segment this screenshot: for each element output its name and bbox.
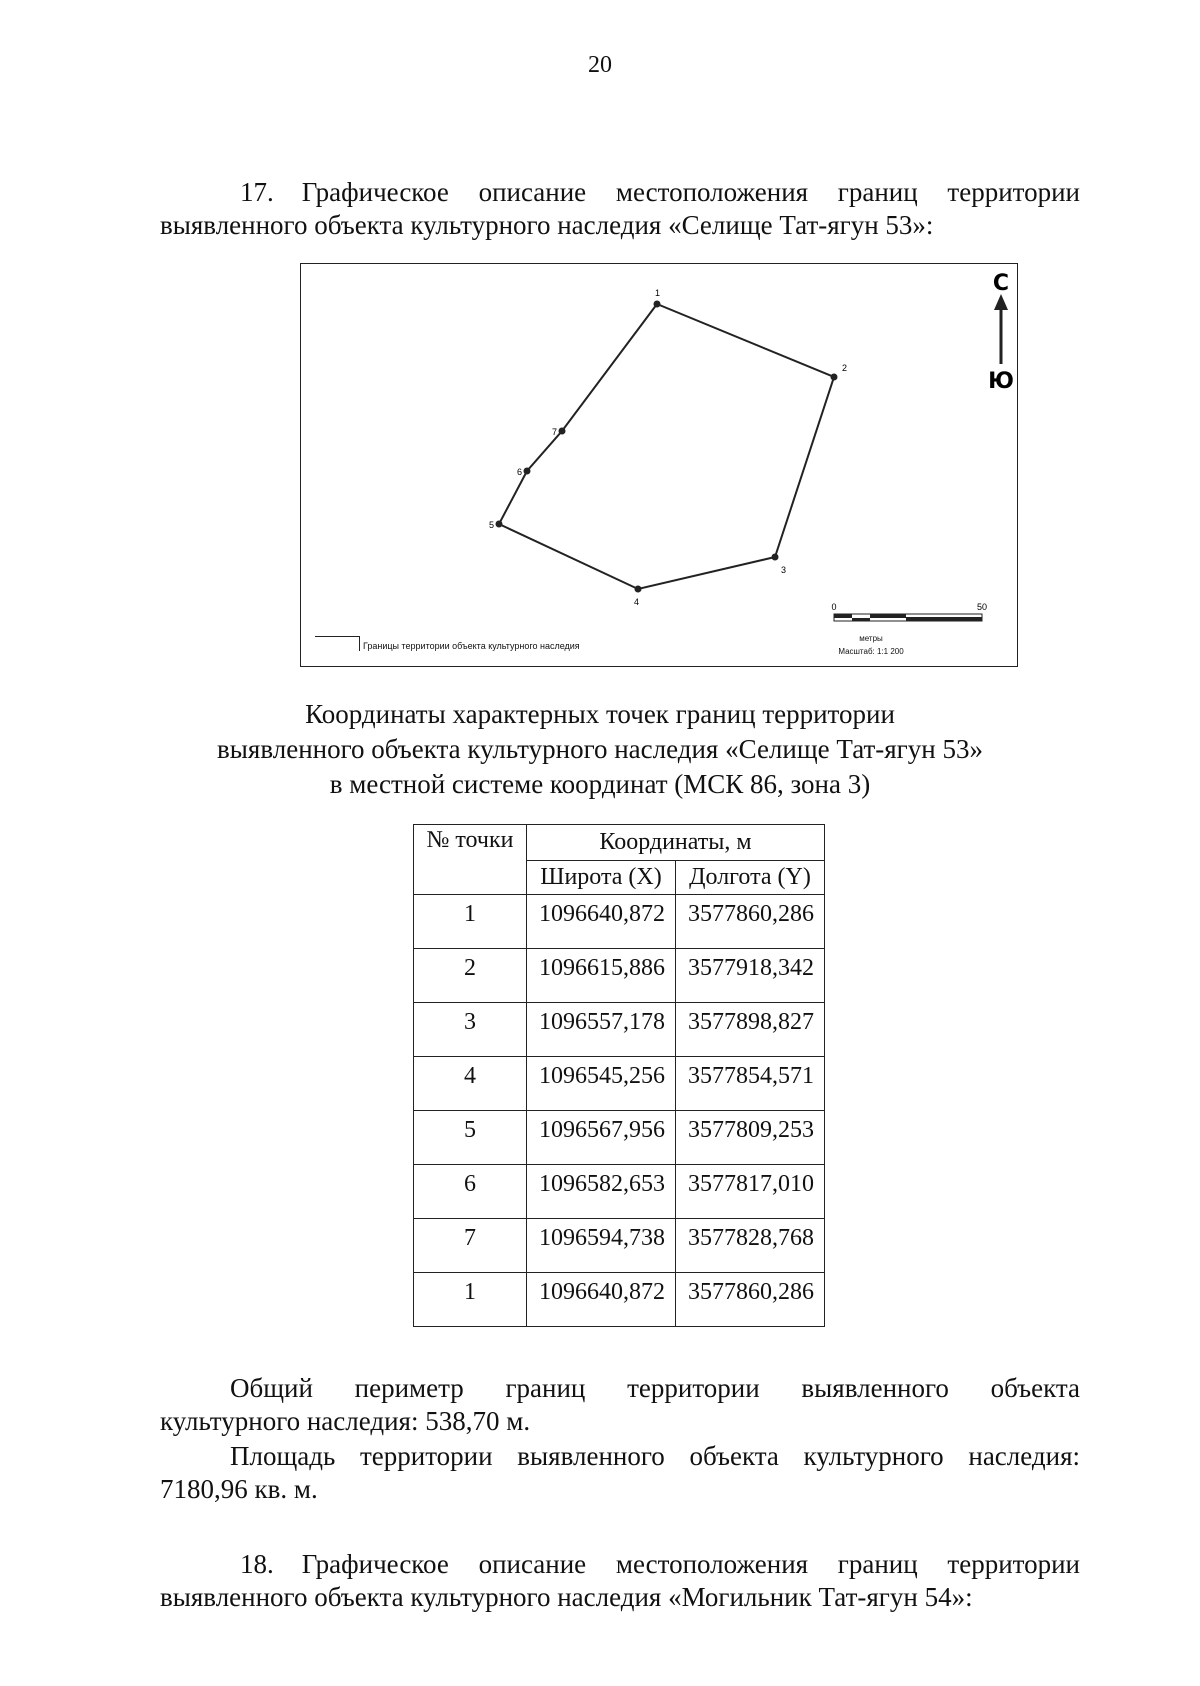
section-18-heading	[160, 1548, 1080, 1614]
cell-point-number: 7	[414, 1219, 527, 1273]
cell-longitude: 3577809,253	[676, 1111, 825, 1165]
table-row	[414, 1165, 825, 1219]
boundary-vertex	[635, 586, 642, 593]
cell-longitude: 3577860,286	[676, 1273, 825, 1327]
cell-point-number: 4	[414, 1057, 527, 1111]
cell-latitude: 1096615,886	[527, 949, 676, 1003]
boundary-vertex	[654, 301, 661, 308]
cell-point-number: 2	[414, 949, 527, 1003]
cell-latitude: 1096567,956	[527, 1111, 676, 1165]
boundary-map-svg	[301, 264, 1019, 668]
boundary-polygon	[499, 304, 834, 589]
cell-longitude: 3577854,571	[676, 1057, 825, 1111]
header-coordinates: Координаты, м	[527, 825, 825, 861]
area-line1: Площадь территории выявленного объекта культурного наследия:	[230, 1441, 1080, 1471]
table-row	[414, 1003, 825, 1057]
table-row	[414, 949, 825, 1003]
perimeter-line2: культурного наследия: 538,70 м.	[160, 1406, 531, 1436]
cell-longitude: 3577817,010	[676, 1165, 825, 1219]
caption-line2: выявленного объекта культурного наследия «Селище Тат-ягун 53»	[217, 734, 983, 764]
section-17-line2: выявленного объекта культурного наследия «Селище Тат-ягун 53»:	[160, 210, 934, 240]
compass-arrow-icon	[994, 294, 1008, 310]
map-legend	[315, 631, 580, 651]
cell-longitude: 3577918,342	[676, 949, 825, 1003]
legend-line-symbol	[315, 636, 360, 651]
compass-north-label: С	[992, 271, 1010, 296]
vertex-label: 5	[489, 520, 495, 530]
cell-longitude: 3577828,768	[676, 1219, 825, 1273]
vertex-label: 1	[655, 288, 661, 298]
scale-end-label: 50	[976, 602, 988, 612]
section-17-heading	[160, 176, 1080, 242]
table-row	[414, 895, 825, 949]
vertex-label: 7	[552, 427, 558, 437]
boundary-vertex	[772, 554, 779, 561]
caption-line3: в местной системе координат (МСК 86, зона 3)	[329, 769, 871, 799]
cell-latitude: 1096594,738	[527, 1219, 676, 1273]
table-row	[414, 1273, 825, 1327]
coordinates-caption	[0, 697, 1200, 802]
vertex-label: 6	[517, 467, 523, 477]
section-17-line1-text: Графическое описание местоположения границ территории	[301, 177, 1080, 207]
section-18-line1-text: Графическое описание местоположения границ территории	[301, 1549, 1080, 1579]
coordinates-table	[413, 824, 825, 1327]
section-18-line2: выявленного объекта культурного наследия «Могильник Тат-ягун 54»:	[160, 1582, 973, 1612]
vertex-label: 3	[781, 565, 787, 575]
boundary-vertex	[831, 374, 838, 381]
cell-latitude: 1096545,256	[527, 1057, 676, 1111]
scale-label: Масштаб: 1:1 200	[838, 647, 904, 656]
vertex-label: 2	[842, 363, 848, 373]
page-number: 20	[588, 52, 612, 78]
compass-south-label: Ю	[988, 369, 1014, 394]
cell-point-number: 6	[414, 1165, 527, 1219]
section-18-line1	[160, 1548, 1080, 1581]
scale-units: метры	[859, 634, 883, 643]
boundary-vertex	[524, 468, 531, 475]
section-17-number: 17.	[240, 177, 274, 207]
header-longitude: Долгота (Y)	[676, 861, 825, 895]
area-paragraph	[160, 1440, 1080, 1506]
boundary-vertex	[559, 428, 566, 435]
cell-longitude: 3577898,827	[676, 1003, 825, 1057]
cell-latitude: 1096640,872	[527, 895, 676, 949]
cell-latitude: 1096582,653	[527, 1165, 676, 1219]
boundary-vertex	[496, 521, 503, 528]
cell-point-number: 5	[414, 1111, 527, 1165]
header-latitude: Широта (X)	[527, 861, 676, 895]
cell-latitude: 1096640,872	[527, 1273, 676, 1327]
table-row	[414, 1057, 825, 1111]
vertex-label: 4	[634, 597, 640, 607]
table-row	[414, 1111, 825, 1165]
perimeter-line1: Общий периметр границ территории выявленного объекта	[230, 1373, 1080, 1403]
cell-point-number: 3	[414, 1003, 527, 1057]
area-line2: 7180,96 кв. м.	[160, 1474, 318, 1504]
section-17-line1	[160, 176, 1080, 209]
cell-latitude: 1096557,178	[527, 1003, 676, 1057]
section-18-number: 18.	[240, 1549, 274, 1579]
scale-bar	[831, 602, 987, 621]
table-row	[414, 1219, 825, 1273]
scale-start-label: 0	[831, 602, 837, 612]
cell-point-number: 1	[414, 1273, 527, 1327]
perimeter-paragraph	[160, 1372, 1080, 1438]
caption-line1: Координаты характерных точек границ территории	[305, 699, 895, 729]
cell-point-number: 1	[414, 895, 527, 949]
header-point-number: № точки	[414, 825, 527, 895]
boundary-map	[300, 263, 1018, 667]
cell-longitude: 3577860,286	[676, 895, 825, 949]
legend-text: Границы территории объекта культурного наследия	[363, 641, 580, 651]
